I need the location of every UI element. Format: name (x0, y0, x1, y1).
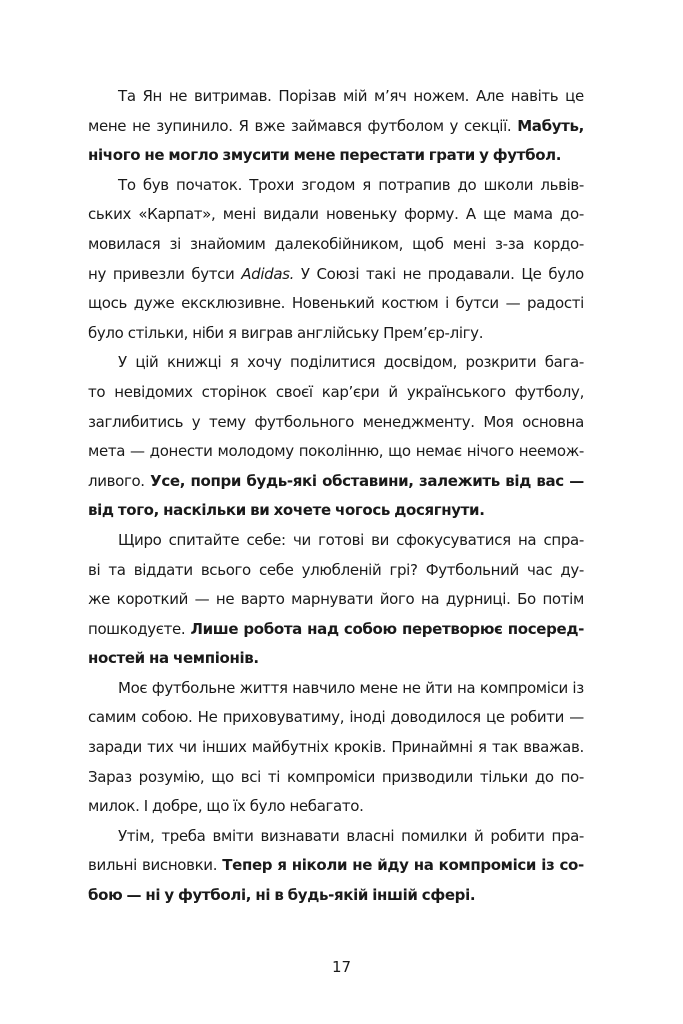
word: Щиро (118, 530, 162, 549)
word: школи (483, 175, 534, 194)
word: пра- (551, 826, 584, 845)
word: секції. (463, 116, 512, 135)
word: могло (168, 146, 219, 165)
word: іншій (372, 886, 418, 905)
word: — (194, 590, 210, 609)
word: компроміси (286, 767, 376, 786)
word: до (534, 767, 554, 786)
word: Моя (483, 412, 514, 431)
word: я (478, 738, 487, 757)
word: чемпіонів. (173, 649, 259, 668)
text-line (88, 437, 584, 467)
text-line (88, 289, 584, 319)
word: футбол. (492, 146, 562, 165)
word: в (274, 886, 284, 905)
word: їх (233, 797, 246, 816)
word: я (229, 353, 239, 372)
word: — (130, 442, 145, 461)
word: було (548, 264, 584, 283)
word: не (132, 116, 151, 135)
word: Не (197, 708, 218, 727)
text-line (88, 615, 584, 645)
word: собою (343, 619, 397, 638)
word: себе: (246, 530, 286, 549)
word: тему (209, 412, 246, 431)
word: мама (513, 205, 553, 224)
word: бутси (191, 264, 235, 283)
word: посеред- (507, 619, 584, 638)
word: улюбленій (301, 560, 382, 579)
word: со- (559, 856, 584, 875)
word: що (388, 442, 411, 461)
word: вильні (88, 856, 137, 875)
word: знайомим (190, 234, 266, 253)
word: мене (88, 116, 127, 135)
word: А (465, 205, 476, 224)
word: власні (346, 826, 395, 845)
word: іноді (349, 708, 386, 727)
word: йти (425, 678, 453, 697)
text-line (88, 496, 584, 526)
word: у (449, 116, 459, 135)
word: Порізав (278, 87, 337, 105)
word: Я (238, 116, 249, 135)
word: . (289, 264, 295, 283)
word: й (388, 382, 398, 401)
word: Це (521, 264, 542, 283)
word: У (300, 264, 310, 283)
word: бою (88, 886, 123, 905)
word: немає (415, 442, 462, 461)
word: що (206, 797, 230, 816)
word: йду (377, 856, 409, 875)
text-line (88, 733, 584, 763)
word: мене (359, 678, 398, 697)
word: І (143, 797, 148, 816)
word: цій (135, 353, 159, 372)
word: інших (201, 738, 247, 757)
word: видали (263, 205, 319, 224)
word: від (88, 501, 114, 520)
word: всього (200, 560, 251, 579)
word: від (505, 471, 531, 490)
word: розумію, (138, 767, 205, 786)
word: я (228, 323, 237, 342)
word: мене (293, 146, 336, 165)
word: сторінок (201, 382, 267, 401)
word: невідомих (114, 382, 193, 401)
word: грати (428, 146, 475, 165)
word: продавали. (427, 264, 515, 283)
word: наскільки (163, 501, 246, 520)
word: Та (118, 87, 136, 105)
word: до (457, 175, 477, 194)
text-line (88, 467, 584, 497)
word: основна (522, 412, 584, 431)
word: новеньку (325, 205, 397, 224)
word: форму. (404, 205, 459, 224)
word: менеджменту. (362, 412, 475, 431)
text-line (88, 585, 584, 615)
word: перестати (339, 146, 425, 165)
word: по- (560, 767, 584, 786)
word: хочу (247, 353, 282, 372)
word: далекобійником, (274, 234, 404, 253)
word: Прем’єр-лігу. (383, 323, 484, 342)
word: на (420, 590, 440, 609)
word: поколінню, (298, 442, 384, 461)
paragraph (88, 82, 584, 171)
word: був (142, 175, 169, 194)
word: помилки (401, 826, 468, 845)
word: робота (243, 619, 302, 638)
word: футболом (367, 116, 444, 135)
word: ні (145, 886, 161, 905)
word: тих (147, 738, 174, 757)
word: Футбольний (425, 560, 519, 579)
text-line (88, 822, 584, 852)
word: Новенький (291, 294, 375, 313)
text-line (88, 378, 584, 408)
word: ще (483, 205, 506, 224)
word: ну (88, 264, 106, 283)
word: сфері. (421, 886, 476, 905)
text-line (88, 408, 584, 438)
word: це (565, 87, 584, 105)
word: своєї (275, 382, 313, 401)
word: я (362, 175, 371, 194)
word: ні (255, 886, 271, 905)
word: приховуватиму, (222, 708, 345, 727)
word: час (526, 560, 553, 579)
word: — (126, 886, 142, 905)
word: життя (239, 678, 288, 697)
word: англійську (297, 323, 379, 342)
word: донести (149, 442, 213, 461)
text-line (88, 141, 584, 171)
word: Трохи (249, 175, 294, 194)
word: Зараз (88, 767, 132, 786)
word: будь-якій (287, 886, 369, 905)
word: такі (366, 264, 396, 283)
page-number: 17 (331, 958, 352, 976)
word: досвідом, (383, 353, 457, 372)
word: робити (509, 708, 565, 727)
word: футбольного (254, 412, 354, 431)
word: мовилася (88, 234, 161, 253)
text-line (88, 644, 584, 674)
word: «Карпат», (138, 205, 216, 224)
word: робити (490, 826, 545, 845)
word: потім (542, 590, 584, 609)
word: марнувати (291, 590, 374, 609)
word: ніби (192, 323, 224, 342)
word: розкрити (465, 353, 537, 372)
word: мій (342, 87, 368, 105)
word: треба (161, 826, 206, 845)
word: готові (318, 530, 364, 549)
word: кар’єри (321, 382, 380, 401)
word: Тепер (222, 856, 273, 875)
text-line (88, 171, 584, 201)
word: нічого (466, 442, 514, 461)
word: й (474, 826, 484, 845)
word: м’яч (373, 87, 407, 105)
word: ві (88, 560, 101, 579)
word: не (352, 856, 373, 875)
word: небагато. (289, 797, 364, 816)
word: хочете (273, 501, 331, 520)
text-line (88, 526, 584, 556)
word: на (517, 530, 537, 549)
word: вважав. (523, 738, 584, 757)
word: з-за (495, 234, 525, 253)
word: перетворює (401, 619, 503, 638)
word: заради (88, 738, 142, 757)
word: Мабуть, (517, 116, 584, 135)
word: зупинило. (156, 116, 233, 135)
word: майбутніх (251, 738, 329, 757)
word: поділитися (290, 353, 376, 372)
word: львів- (540, 175, 584, 194)
text-line (88, 230, 584, 260)
word: компроміси (438, 856, 537, 875)
word: футболу, (514, 382, 584, 401)
word: тільки (479, 767, 528, 786)
word: Бо (517, 590, 536, 609)
text-line (88, 881, 584, 911)
word: віддати (133, 560, 193, 579)
word: займався (290, 116, 362, 135)
word: То (118, 175, 136, 194)
word: привезли (112, 264, 185, 283)
word: ті (267, 767, 281, 786)
word: було (88, 323, 124, 342)
word: щось (88, 294, 127, 313)
word: на (456, 678, 476, 697)
word: доводилося (390, 708, 481, 727)
word: собою. (141, 708, 193, 727)
word: бутси (455, 294, 499, 313)
word: костюм (381, 294, 439, 313)
word: ських (88, 205, 132, 224)
word: призводили (381, 767, 473, 786)
word: же (88, 590, 111, 609)
word: навіть (510, 87, 559, 105)
word: заглибитись (88, 412, 184, 431)
word: всі (240, 767, 261, 786)
word: ви (371, 530, 390, 549)
word: радості (526, 294, 584, 313)
paragraph (88, 171, 584, 349)
word: не (168, 87, 188, 105)
word: того, (117, 501, 159, 520)
word: і (445, 294, 449, 313)
word: із (572, 678, 584, 697)
word: чи (178, 738, 197, 757)
word: залежить (419, 471, 500, 490)
word: стільки, (127, 323, 189, 342)
word: потрапив (378, 175, 451, 194)
word: змусити (222, 146, 290, 165)
word: зі (169, 234, 181, 253)
word: — (569, 708, 584, 727)
word: його (379, 590, 415, 609)
word: компроміси (479, 678, 568, 697)
word: згодом (301, 175, 356, 194)
word: виграв (240, 323, 293, 342)
word: вже (254, 116, 286, 135)
text-line (88, 674, 584, 704)
word: спитайте (168, 530, 240, 549)
word: то (88, 382, 106, 401)
word: Принаймні (391, 738, 473, 757)
word: ду- (560, 560, 584, 579)
text-line (88, 200, 584, 230)
word: витримав. (194, 87, 272, 105)
word: ніколи (291, 856, 348, 875)
text-line (88, 792, 584, 822)
word: футбольне (151, 678, 236, 697)
word: будь-які (246, 471, 317, 490)
word: Утім, (118, 826, 155, 845)
word: ливого. (88, 471, 145, 490)
word: футболі, (177, 886, 252, 905)
word: чогось (335, 501, 391, 520)
text-line (88, 851, 584, 881)
word: до- (560, 205, 584, 224)
word: щоб (412, 234, 444, 253)
word: було (249, 797, 286, 816)
word: не (215, 590, 235, 609)
word: Усе, (150, 471, 186, 490)
word: що (211, 767, 234, 786)
word: грі? (389, 560, 418, 579)
word: ексклюзивне. (181, 294, 286, 313)
text-line (88, 348, 584, 378)
word: у (191, 412, 201, 431)
word: спра- (543, 530, 584, 549)
word: не (402, 264, 421, 283)
word: кроків. (333, 738, 387, 757)
word: із (541, 856, 555, 875)
word: Моє (118, 678, 148, 697)
word: Але (475, 87, 504, 105)
word: так (491, 738, 518, 757)
word: короткий (116, 590, 189, 609)
word: дурниці. (445, 590, 511, 609)
word: у (479, 146, 489, 165)
paragraph (88, 822, 584, 911)
body-text (88, 82, 584, 911)
word: Ян (142, 87, 163, 105)
word: попри (190, 471, 242, 490)
word: вміти (212, 826, 254, 845)
word: визнавати (260, 826, 340, 845)
word: неемож- (518, 442, 584, 461)
word: — (505, 294, 521, 313)
word: та (108, 560, 126, 579)
word: милок. (88, 797, 140, 816)
word: це (485, 708, 505, 727)
text-line (88, 556, 584, 586)
word: добре, (152, 797, 203, 816)
word: дуже (133, 294, 175, 313)
word: Союзі (316, 264, 360, 283)
text-line (88, 82, 584, 112)
word: сфокусуватися (396, 530, 511, 549)
word: висновки. (142, 856, 218, 875)
word: мені (222, 205, 256, 224)
word: на (149, 649, 169, 668)
word: навчило (292, 678, 355, 697)
word: варто (240, 590, 285, 609)
word: ностей (88, 649, 145, 668)
paragraph (88, 526, 584, 674)
word: вас (536, 471, 564, 490)
word: ви (250, 501, 270, 520)
word: початок. (176, 175, 243, 194)
text-line (88, 112, 584, 142)
word: мета (88, 442, 126, 461)
text-line (88, 703, 584, 733)
word: над (307, 619, 339, 638)
word: чи (292, 530, 311, 549)
word: книжці (166, 353, 222, 372)
text-line (88, 260, 584, 290)
paragraph (88, 348, 584, 526)
word: кордо- (533, 234, 584, 253)
word: мені (452, 234, 486, 253)
word: У (118, 353, 127, 372)
paragraph (88, 674, 584, 822)
word: нічого (88, 146, 141, 165)
word: Лише (190, 619, 239, 638)
word: бага- (544, 353, 584, 372)
word: не (402, 678, 421, 697)
word: молодому (217, 442, 294, 461)
word: на (413, 856, 434, 875)
text-line (88, 319, 584, 349)
word: обставини, (322, 471, 414, 490)
word: пошкодуєте. (88, 619, 186, 638)
word: самим (88, 708, 137, 727)
word: — (569, 471, 584, 490)
word: я (277, 856, 287, 875)
word: українського (406, 382, 506, 401)
text-line (88, 763, 584, 793)
word: не (144, 146, 165, 165)
word: у (164, 886, 174, 905)
word: Adidas. (241, 260, 294, 290)
word: себе (258, 560, 294, 579)
word: ножем. (413, 87, 470, 105)
word: досягнути. (394, 501, 485, 520)
